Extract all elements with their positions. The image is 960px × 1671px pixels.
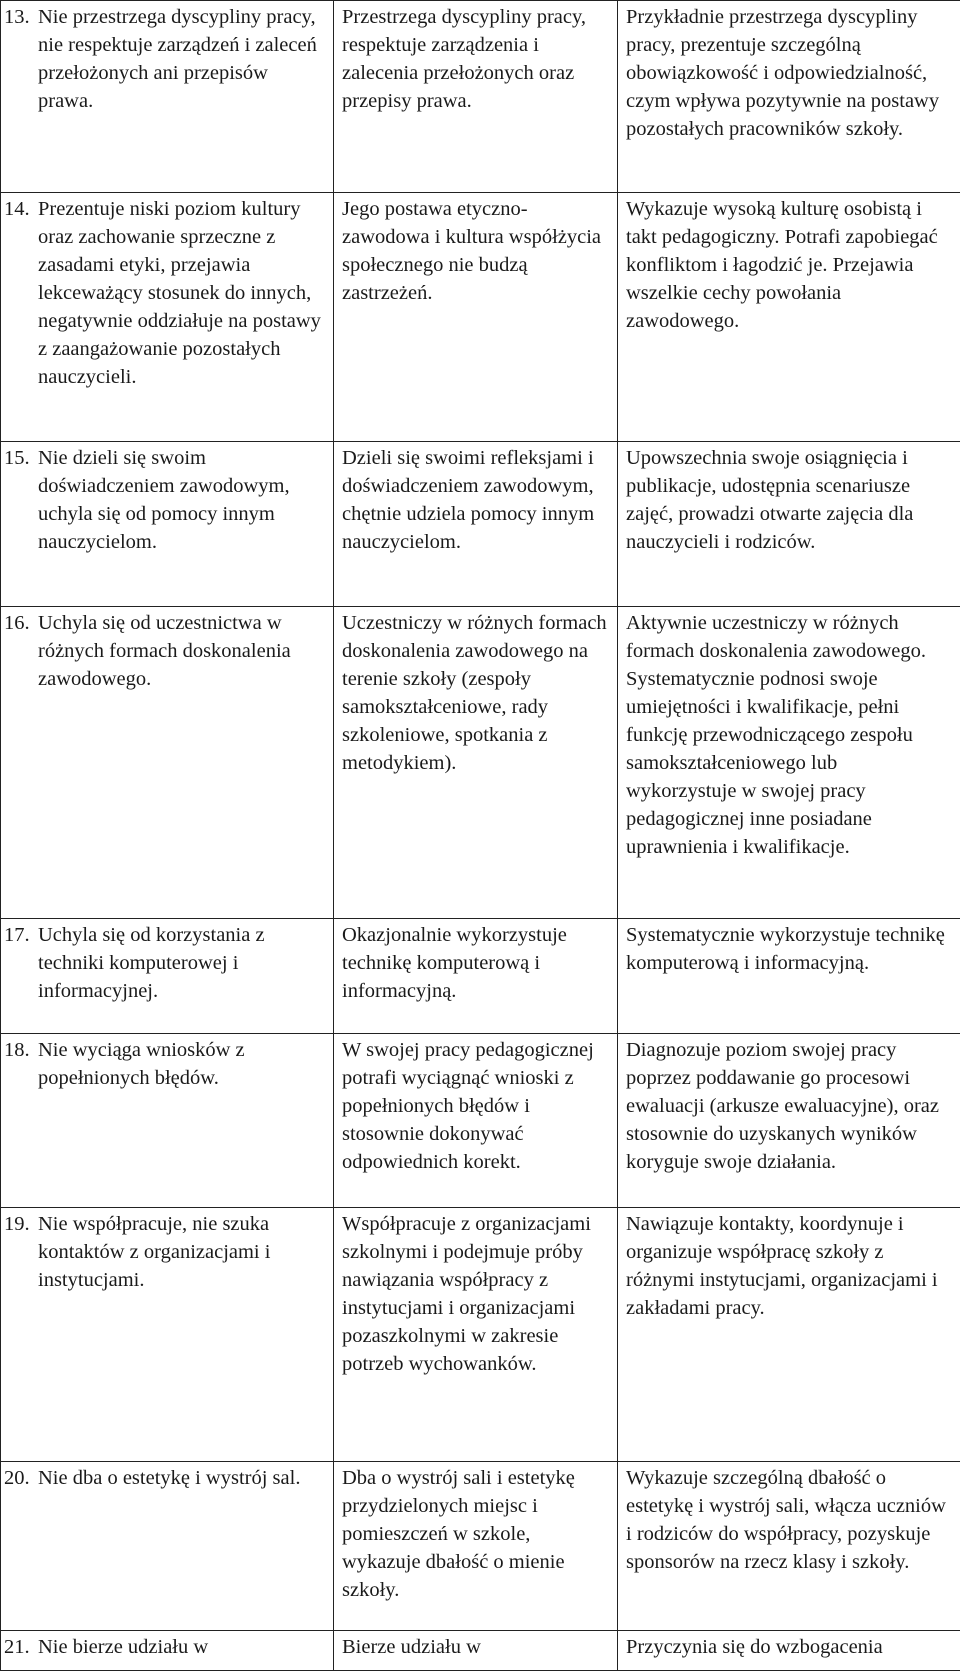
cell-satisfactory: Dba o wystrój sali i estetykę przydzielonych miejsc i pomieszczeń w szkole, wykazuje dbałość o mienie szkoły. <box>334 1462 618 1631</box>
row-number: 18. <box>4 1036 38 1092</box>
table-row <box>1 1208 960 1462</box>
row-number: 13. <box>4 3 38 115</box>
cell-outstanding: Systematycznie wykorzystuje technikę komputerową i informacyjną. <box>618 919 960 1034</box>
cell-text: Nie dzieli się swoim doświadczeniem zawodowym, uchyla się od pomocy innym nauczycielom. <box>38 444 325 556</box>
cell-outstanding: Aktywnie uczestniczy w różnych formach doskonalenia zawodowego. Systematycznie podnosi swoje umiejętności i kwalifikacje, pełni funkcję przewodniczącego zespołu samokształceniowego lub wykorzystuje w swojej pracy pedagogicznej inne posiadane uprawnienia i kwalifikacje. <box>618 607 960 919</box>
cell-outstanding: Przyczynia się do wzbogacenia <box>618 1631 960 1671</box>
cell-unsatisfactory <box>1 1631 334 1671</box>
cell-outstanding: Przykładnie przestrzega dyscypliny pracy, prezentuje szczególną obowiązkowość i odpowiedzialność, czym wpływa pozytywnie na postawy pozostałych pracowników szkoły. <box>618 1 960 193</box>
cell-text: Nie wyciąga wniosków z popełnionych błędów. <box>38 1036 325 1092</box>
cell-outstanding: Wykazuje wysoką kulturę osobistą i takt pedagogiczny. Potrafi zapobiegać konfliktom i łagodzić je. Przejawia wszelkie cechy powołania zawodowego. <box>618 193 960 442</box>
table-row <box>1 193 960 442</box>
cell-unsatisfactory <box>1 442 334 607</box>
row-number: 14. <box>4 195 38 391</box>
row-number: 16. <box>4 609 38 693</box>
cell-satisfactory: Dzieli się swoimi refleksjami i doświadczeniem zawodowym, chętnie udziela pomocy innym nauczycielom. <box>334 442 618 607</box>
table-row <box>1 919 960 1034</box>
table-row <box>1 442 960 607</box>
cell-text: Nie współpracuje, nie szuka kontaktów z organizacjami i instytucjami. <box>38 1210 325 1294</box>
row-number: 20. <box>4 1464 38 1492</box>
cell-unsatisfactory <box>1 1462 334 1631</box>
table-row <box>1 607 960 919</box>
cell-text: Nie przestrzega dyscypliny pracy, nie respektuje zarządzeń i zaleceń przełożonych ani przepisów prawa. <box>38 3 325 115</box>
cell-outstanding: Nawiązuje kontakty, koordynuje i organizuje współpracę szkoły z różnymi instytucjami, organizacjami i zakładami pracy. <box>618 1208 960 1462</box>
row-number: 15. <box>4 444 38 556</box>
cell-satisfactory: Współpracuje z organizacjami szkolnymi i podejmuje próby nawiązania współpracy z instytucjami i organizacjami pozaszkolnymi w zakresie potrzeb wychowanków. <box>334 1208 618 1462</box>
cell-text: Prezentuje niski poziom kultury oraz zachowanie sprzeczne z zasadami etyki, przejawia lekceważący stosunek do innych, negatywnie oddziałuje na postawy z zaangażowanie pozostałych nauczycieli. <box>38 195 325 391</box>
cell-unsatisfactory <box>1 919 334 1034</box>
cell-text: Nie bierze udziału w <box>38 1633 325 1661</box>
table-row <box>1 1462 960 1631</box>
cell-text: Nie dba o estetykę i wystrój sal. <box>38 1464 325 1492</box>
cell-satisfactory: Jego postawa etyczno-zawodowa i kultura współżycia społecznego nie budzą zastrzeżeń. <box>334 193 618 442</box>
table-row <box>1 1034 960 1208</box>
cell-unsatisfactory <box>1 193 334 442</box>
row-number: 21. <box>4 1633 38 1661</box>
cell-satisfactory: Uczestniczy w różnych formach doskonalenia zawodowego na terenie szkoły (zespoły samokształceniowe, rady szkoleniowe, spotkania z metodykiem). <box>334 607 618 919</box>
cell-text: Uchyla się od uczestnictwa w różnych formach doskonalenia zawodowego. <box>38 609 325 693</box>
cell-satisfactory: Bierze udziału w <box>334 1631 618 1671</box>
cell-outstanding: Wykazuje szczególną dbałość o estetykę i wystrój sali, włącza uczniów i rodziców do współpracy, pozyskuje sponsorów na rzecz klasy i szkoły. <box>618 1462 960 1631</box>
cell-unsatisfactory <box>1 1034 334 1208</box>
cell-outstanding: Upowszechnia swoje osiągnięcia i publikacje, udostępnia scenariusze zajęć, prowadzi otwarte zajęcia dla nauczycieli i rodziców. <box>618 442 960 607</box>
table-row <box>1 1631 960 1671</box>
row-number: 19. <box>4 1210 38 1294</box>
cell-unsatisfactory <box>1 1208 334 1462</box>
cell-unsatisfactory <box>1 607 334 919</box>
cell-text: Uchyla się od korzystania z techniki komputerowej i informacyjnej. <box>38 921 325 1005</box>
cell-satisfactory: Okazjonalnie wykorzystuje technikę komputerową i informacyjną. <box>334 919 618 1034</box>
table-row <box>1 1 960 193</box>
cell-outstanding: Diagnozuje poziom swojej pracy poprzez poddawanie go procesowi ewaluacji (arkusze ewaluacyjne), oraz stosownie do uzyskanych wyników koryguje swoje działania. <box>618 1034 960 1208</box>
cell-satisfactory: W swojej pracy pedagogicznej potrafi wyciągnąć wnioski z popełnionych błędów i stosownie dokonywać odpowiednich korekt. <box>334 1034 618 1208</box>
cell-unsatisfactory <box>1 1 334 193</box>
cell-satisfactory: Przestrzega dyscypliny pracy, respektuje zarządzenia i zalecenia przełożonych oraz przepisy prawa. <box>334 1 618 193</box>
row-number: 17. <box>4 921 38 1005</box>
